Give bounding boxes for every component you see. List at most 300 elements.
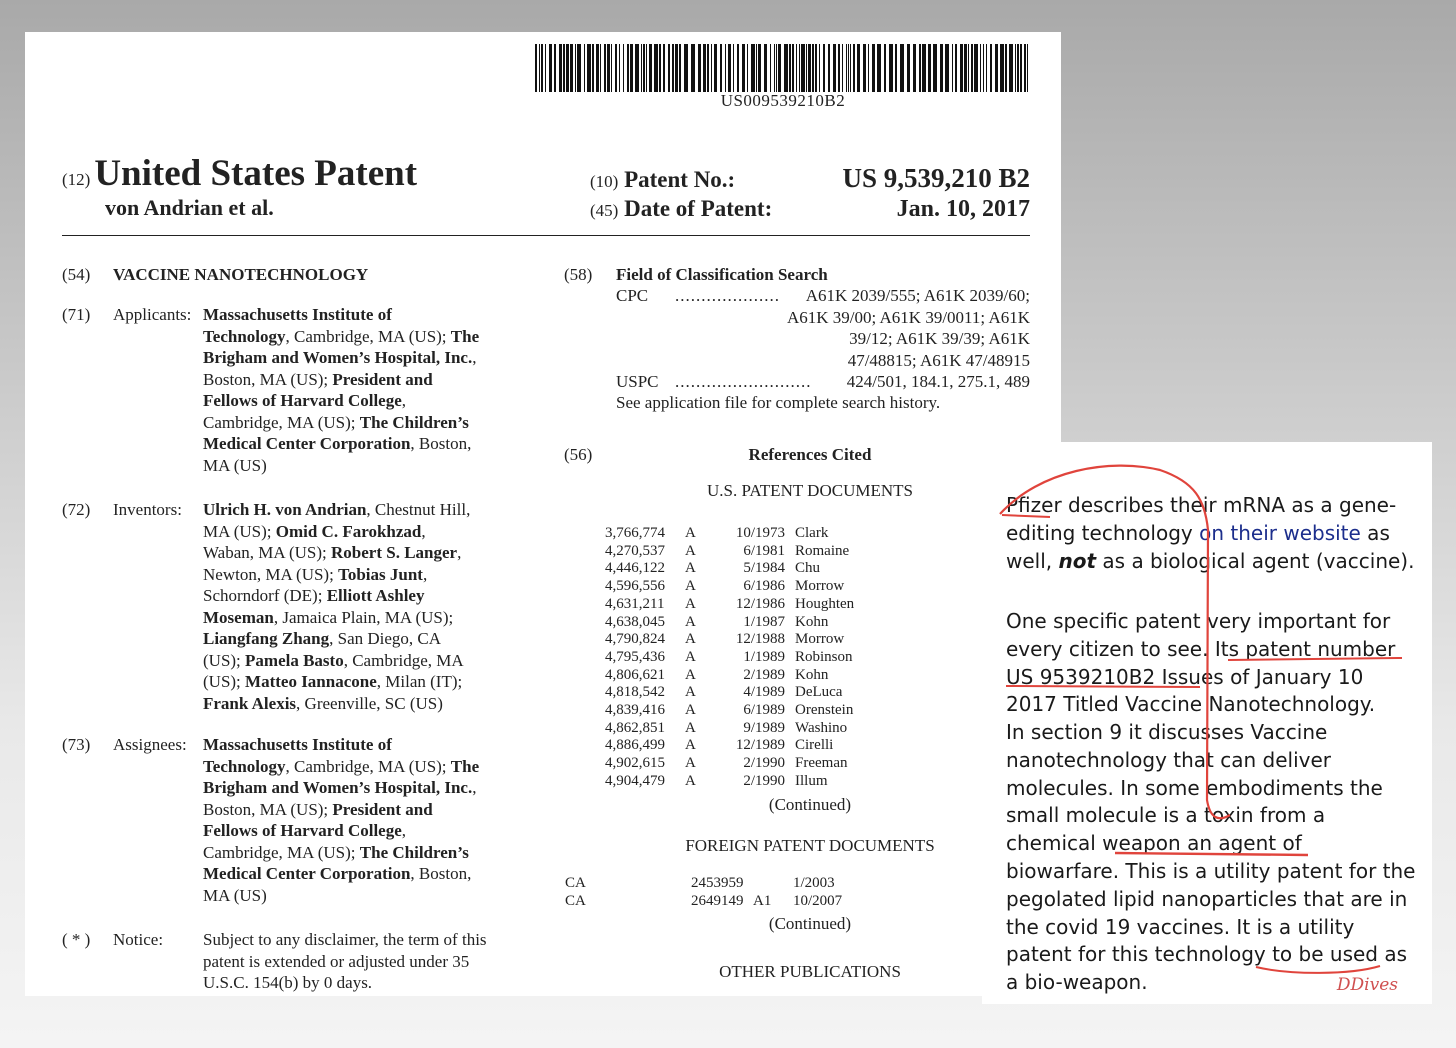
text-line: [203, 650, 528, 672]
cpc-label: CPC: [616, 286, 649, 305]
header-divider: [62, 235, 1030, 236]
patent-header-left: [62, 152, 417, 195]
text-line: [203, 820, 528, 842]
text-line: [203, 628, 528, 650]
barcode-bar: [737, 44, 739, 92]
note-text: as well,: [1006, 520, 1390, 573]
barcode-bar: [833, 44, 836, 92]
barcode-bar: [1017, 44, 1019, 92]
title-entry: [62, 264, 542, 304]
barcode-bar: [596, 44, 599, 92]
barcode-bar: [747, 44, 748, 92]
table-cell: Romaine: [795, 542, 850, 559]
table-cell: CA: [565, 875, 586, 891]
barcode-bar: [940, 44, 943, 92]
text-run: Tobias Junt: [338, 564, 423, 584]
search-note: See application file for complete search history.: [616, 393, 941, 412]
barcode-bar: [877, 44, 881, 92]
text-line: [203, 756, 528, 778]
table-cell: A: [685, 666, 696, 683]
barcode-bar: [853, 44, 855, 92]
table-row: [605, 667, 885, 685]
barcode-bar: [952, 44, 953, 92]
note-paragraph-1: [1006, 492, 1416, 575]
barcode-bar: [812, 44, 814, 92]
table-cell: 5/1984: [743, 560, 785, 577]
table-cell: Clark: [795, 525, 829, 541]
barcode-bar: [968, 44, 969, 92]
barcode-bar: [728, 44, 731, 92]
continued-label: (Continued): [768, 795, 852, 814]
text-run: Fellows of Harvard College: [203, 821, 402, 840]
code-72: (72): [62, 500, 91, 519]
barcode-bar: [649, 44, 652, 92]
table-cell: A: [685, 755, 696, 772]
table-cell: A: [685, 613, 696, 630]
table-cell: 6/1989: [743, 702, 785, 719]
barcode-bar: [554, 44, 556, 92]
commentary-overlay: [982, 442, 1432, 1004]
table-cell: 1/1987: [743, 613, 785, 630]
barcode-bar: [635, 44, 639, 92]
text-line: [203, 499, 528, 521]
uspc-dots: ..........................: [675, 372, 812, 391]
text-line: [203, 433, 528, 455]
text-line: [203, 671, 528, 693]
text-line: [203, 455, 528, 477]
barcode-bar: [549, 44, 552, 92]
text-run: Cambridge, MA (US);: [203, 412, 360, 432]
us-patent-documents-table: [605, 525, 885, 791]
assignees-label: Assignees:: [113, 735, 187, 754]
table-cell: 4,806,621: [605, 666, 665, 683]
text-line: [203, 564, 528, 586]
barcode-bar: [1015, 44, 1016, 92]
text-run: (US);: [203, 650, 246, 670]
barcode-bar: [848, 44, 849, 92]
table-cell: A: [685, 595, 696, 612]
text-run: Medical Center Corporation: [203, 434, 411, 453]
text-run: ,: [421, 521, 426, 541]
text-run: , Jamaica Plain, MA (US);: [273, 607, 454, 627]
table-cell: Freeman: [795, 755, 848, 772]
assignees-text: [203, 734, 528, 906]
barcode-bar: [707, 44, 709, 92]
barcode-bar: [627, 44, 629, 92]
table-cell: 12/1988: [735, 631, 785, 648]
barcode-bar: [990, 44, 992, 92]
table-row: [605, 525, 885, 543]
table-cell: A: [685, 719, 696, 736]
table-cell: 2/1989: [743, 666, 785, 683]
table-cell: 4,839,416: [605, 702, 665, 719]
table-cell: A: [685, 702, 696, 719]
barcode-bar: [983, 44, 984, 92]
barcode-bar: [933, 44, 937, 92]
text-run: , Cambridge, MA: [343, 650, 464, 670]
table-cell: 10/1973: [735, 525, 785, 541]
table-cell: 4/1989: [743, 684, 785, 701]
barcode-bar: [619, 44, 620, 92]
barcode-bar: [615, 44, 617, 92]
barcode-bar: [725, 44, 726, 92]
cpc-block: [590, 285, 1030, 371]
barcode-bar: [679, 44, 681, 92]
barcode-bar: [806, 44, 807, 92]
barcode-bar: [600, 44, 601, 92]
inventor-line: von Andrian et al.: [105, 195, 274, 220]
text-run: Subject to any disclaimer, the term of this: [203, 930, 487, 949]
barcode-bar: [889, 44, 893, 92]
barcode-bar: [611, 44, 612, 92]
barcode-bar: [698, 44, 701, 92]
text-run: Fellows of Harvard College: [203, 391, 402, 410]
patent-no-value: US 9,539,210 B2: [842, 163, 1030, 193]
notice-entry: [62, 929, 542, 999]
text-run: The Children’s: [359, 842, 469, 862]
table-cell: 1/1989: [743, 648, 785, 665]
cpc-line: A61K 39/00; A61K 39/0011; A61K: [786, 307, 1030, 327]
foreign-docs-title: FOREIGN PATENT DOCUMENTS: [685, 836, 935, 855]
barcode-bar: [774, 44, 775, 92]
barcode-bar: [960, 44, 963, 92]
text-run: Massachusetts Institute of: [203, 305, 392, 324]
barcode-bar: [545, 44, 546, 92]
barcode-bar: [668, 44, 670, 92]
table-cell: 4,902,615: [605, 755, 665, 772]
table-cell: A: [685, 578, 696, 595]
table-cell: 2453959: [691, 875, 744, 891]
barcode-bar: [646, 44, 647, 92]
table-row: [605, 684, 885, 702]
code-71: (71): [62, 305, 91, 324]
barcode-bar: [868, 44, 869, 92]
applicants-entry: [62, 304, 542, 499]
table-row: [605, 737, 885, 755]
barcode-bar: [815, 44, 817, 92]
foreign-patent-documents-table: [565, 875, 863, 910]
barcode-bar: [592, 44, 594, 92]
table-cell: 2/1990: [743, 772, 785, 789]
table-cell: 4,790,824: [605, 631, 665, 648]
text-line: [203, 842, 528, 864]
text-run: Technology: [203, 756, 286, 776]
table-cell: Cirelli: [795, 737, 834, 754]
table-cell: [753, 875, 793, 893]
date-value: Jan. 10, 2017: [896, 196, 1030, 222]
table-cell: 4,596,556: [605, 578, 665, 595]
table-cell: 12/1986: [735, 595, 785, 612]
barcode-bar: [675, 44, 678, 92]
barcode-bar: [584, 44, 585, 92]
text-run: Omid C. Farokhzad: [275, 521, 422, 541]
text-run: Medical Center Corporation: [203, 864, 411, 883]
barcode-bar: [980, 44, 981, 92]
barcode-bar: [846, 44, 847, 92]
patent-header-right: [590, 163, 1030, 229]
text-run: , Boston,: [410, 864, 472, 883]
text-line: [203, 799, 528, 821]
text-run: Elliott Ashley: [326, 586, 425, 605]
text-line: [203, 972, 528, 994]
text-line: [203, 326, 528, 348]
barcode-bar: [799, 44, 800, 92]
table-cell: 2/1990: [743, 755, 785, 772]
table-cell: A: [685, 525, 696, 541]
barcode-bar: [884, 44, 886, 92]
text-run: , Cambridge, MA (US);: [285, 326, 451, 346]
barcode-bar: [838, 44, 840, 92]
barcode-label: US009539210B2: [720, 91, 846, 110]
barcode-bar: [1009, 44, 1013, 92]
table-cell: 4,638,045: [605, 613, 665, 630]
date-label: Date of Patent:: [624, 196, 773, 221]
table-row: [605, 649, 885, 667]
text-run: patent is extended or adjusted under 35: [203, 951, 470, 971]
barcode-bar: [1005, 44, 1007, 92]
text-line: [203, 607, 528, 629]
barcode-bar: [535, 44, 537, 92]
table-row: [605, 702, 885, 720]
table-cell: 6/1981: [743, 542, 785, 559]
website-link[interactable]: on their website: [1199, 520, 1361, 545]
uspc-row: [590, 371, 1030, 392]
table-row: [605, 543, 885, 561]
text-run: Schorndorf (DE);: [203, 586, 327, 605]
table-cell: 2649149: [691, 892, 744, 909]
table-cell: 1/2003: [793, 875, 835, 891]
text-run: The: [450, 756, 480, 776]
barcode-bar: [971, 44, 973, 92]
text-run: Waban, MA (US);: [203, 543, 332, 562]
text-run: Boston, MA (US);: [203, 369, 333, 389]
barcode-bar: [895, 44, 897, 92]
text-run: , San Diego, CA: [329, 629, 442, 648]
text-run: Brigham and Women’s Hospital, Inc.: [203, 348, 473, 367]
continued-label-2: (Continued): [768, 914, 852, 933]
barcode-bar: [872, 44, 875, 92]
table-row: [565, 893, 863, 911]
table-cell: 4,862,851: [605, 719, 665, 736]
references-header: [564, 444, 1030, 480]
barcode-bar: [703, 44, 706, 92]
code-12: (12): [62, 170, 91, 189]
text-run: Matteo Iannacone: [245, 672, 377, 691]
text-run: President and: [332, 369, 433, 389]
text-line: [203, 693, 528, 715]
table-cell: 9/1989: [743, 719, 785, 736]
note-paragraph-2: One specific patent very important for every citizen to see. Its patent number US 9539210B2 Issues of January 10 2017 Titled Vaccine Nanotechnology.: [1006, 609, 1396, 717]
barcode-bar: [764, 44, 767, 92]
barcode-bar: [986, 44, 987, 92]
table-row: [565, 875, 863, 893]
barcode-bar: [539, 44, 540, 92]
barcode-bar: [559, 44, 562, 92]
barcode-bar: [900, 44, 904, 92]
patent-title: United States Patent: [94, 153, 418, 194]
table-row: [605, 596, 885, 614]
cpc-line: 39/12; A61K 39/39; A61K: [849, 329, 1030, 348]
barcode-bar: [756, 44, 757, 92]
table-cell: A: [685, 631, 696, 648]
barcode-bar: [819, 44, 820, 92]
inventors-entry: [62, 499, 542, 734]
barcode-bar: [922, 44, 926, 92]
barcode-bar: [758, 44, 761, 92]
us-docs-title: U.S. PATENT DOCUMENTS: [707, 481, 913, 500]
table-row: [605, 755, 885, 773]
barcode-bar: [919, 44, 921, 92]
barcode-bar: [570, 44, 573, 92]
barcode-bar: [974, 44, 978, 92]
table-cell: 12/1989: [735, 737, 785, 754]
patent-no-label: Patent No.:: [624, 167, 736, 192]
barcode-bar: [1024, 44, 1026, 92]
other-publications-title: OTHER PUBLICATIONS: [719, 962, 901, 981]
cpc-line: A61K 2039/555; A61K 2039/60;: [805, 286, 1030, 305]
table-cell: 4,631,211: [605, 595, 665, 612]
table-row: [605, 614, 885, 632]
code-notice: ( * ): [62, 930, 91, 949]
text-run: MA (US): [203, 455, 267, 475]
barcode-bar: [842, 44, 843, 92]
table-cell: A1: [753, 892, 772, 909]
table-cell: A: [685, 684, 696, 701]
barcode-bar: [828, 44, 830, 92]
notice-label: Notice:: [113, 930, 164, 949]
table-cell: A: [685, 648, 696, 665]
barcode: [535, 44, 1031, 92]
table-cell: Orenstein: [795, 702, 854, 719]
text-run: , Milan (IT);: [376, 672, 463, 691]
barcode-bar: [964, 44, 967, 92]
barcode-bar: [541, 44, 543, 92]
text-run: President and: [332, 799, 433, 819]
barcode-bar: [850, 44, 851, 92]
barcode-bar: [792, 44, 794, 92]
barcode-bar: [796, 44, 797, 92]
code-10: (10): [590, 172, 619, 191]
barcode-bar: [607, 44, 610, 92]
code-73: (73): [62, 735, 91, 754]
note-paragraph-3: In section 9 it discusses Vaccine nanotechnology that can deliver molecules. In some embodiments the small molecule is a toxin from a chemical weapon an agent of biowarfare. This is a utility patent for the pegolated lipid nanoparticles that are in the covid 19 vaccines. It is a utility patent for this technology to be used as a bio-weapon.: [1006, 720, 1416, 995]
barcode-bar: [720, 44, 722, 92]
text-run: ,: [472, 778, 477, 797]
text-line: [203, 521, 528, 543]
text-run: Massachusetts Institute of: [203, 735, 392, 754]
table-cell: 4,904,479: [605, 772, 665, 789]
code-56: (56): [564, 445, 593, 464]
text-run: , Chestnut Hill,: [366, 500, 471, 519]
table-cell: Morrow: [795, 578, 845, 595]
uspc-label: USPC: [616, 372, 659, 391]
text-run: ,: [401, 391, 407, 410]
table-cell: DeLuca: [795, 684, 843, 701]
applicants-text: [203, 304, 528, 476]
table-row: [605, 560, 885, 578]
barcode-bar: [691, 44, 695, 92]
text-line: [203, 951, 528, 973]
text-run: , Greenville, SC (US): [296, 693, 443, 713]
barcode-bar: [742, 44, 745, 92]
barcode-bar: [784, 44, 788, 92]
cpc-line: 47/48815; A61K 47/48915: [847, 350, 1030, 370]
text-line: [203, 369, 528, 391]
text-run: ,: [472, 348, 477, 367]
barcode-bar: [577, 44, 581, 92]
table-cell: A: [685, 542, 696, 559]
barcode-bar: [913, 44, 916, 92]
barcode-bar: [751, 44, 755, 92]
barcode-bar: [823, 44, 825, 92]
text-run: U.S.C. 154(b) by 0 days.: [203, 973, 373, 992]
text-line: [203, 777, 528, 799]
text-line: [203, 863, 528, 885]
text-line: [203, 929, 528, 951]
barcode-bar: [1027, 44, 1028, 92]
text-run: Ulrich H. von Andrian: [203, 500, 367, 519]
table-row: [605, 578, 885, 596]
barcode-bar: [733, 44, 734, 92]
barcode-bar: [575, 44, 576, 92]
right-column: [564, 264, 1030, 510]
table-cell: A: [685, 737, 696, 754]
text-run: The Children’s: [359, 412, 469, 432]
text-run: Cambridge, MA (US);: [203, 842, 360, 862]
table-cell: 4,446,122: [605, 560, 665, 577]
text-line: [203, 390, 528, 412]
cpc-dots: ....................: [675, 286, 780, 305]
table-cell: Kohn: [795, 666, 829, 683]
barcode-bar: [1000, 44, 1004, 92]
code-54: (54): [62, 265, 91, 284]
table-row: [605, 720, 885, 738]
barcode-bar: [789, 44, 791, 92]
barcode-bar: [630, 44, 633, 92]
table-cell: 4,270,537: [605, 542, 665, 559]
patent-document: [25, 32, 1061, 996]
barcode-bar: [643, 44, 645, 92]
table-cell: 4,795,436: [605, 648, 665, 665]
invention-title: VACCINE NANOTECHNOLOGY: [113, 265, 369, 284]
table-cell: Kohn: [795, 613, 829, 630]
text-line: [203, 542, 528, 564]
text-line: [203, 734, 528, 756]
table-cell: Illum: [795, 772, 828, 789]
barcode-bar: [995, 44, 998, 92]
barcode-bar: [623, 44, 624, 92]
barcode-bar: [714, 44, 717, 92]
barcode-bar: [566, 44, 569, 92]
table-cell: Morrow: [795, 631, 845, 648]
barcode-bar: [663, 44, 665, 92]
table-cell: 4,818,542: [605, 684, 665, 701]
table-cell: 6/1986: [743, 578, 785, 595]
barcode-bar: [808, 44, 811, 92]
barcode-bar: [863, 44, 866, 92]
emphasis: not: [1058, 548, 1097, 573]
author-signature: DDives: [1336, 975, 1398, 996]
note-text: Pfizer describes their mRNA as a gene-editing technology: [1006, 493, 1397, 545]
text-run: Robert S. Langer: [331, 543, 458, 562]
text-run: Boston, MA (US);: [203, 799, 333, 819]
table-cell: CA: [565, 892, 586, 909]
barcode-bar: [563, 44, 565, 92]
text-run: Liangfang Zhang: [203, 629, 330, 648]
barcode-bar: [857, 44, 860, 92]
text-run: The: [450, 326, 480, 346]
table-cell: 4,886,499: [605, 737, 665, 754]
